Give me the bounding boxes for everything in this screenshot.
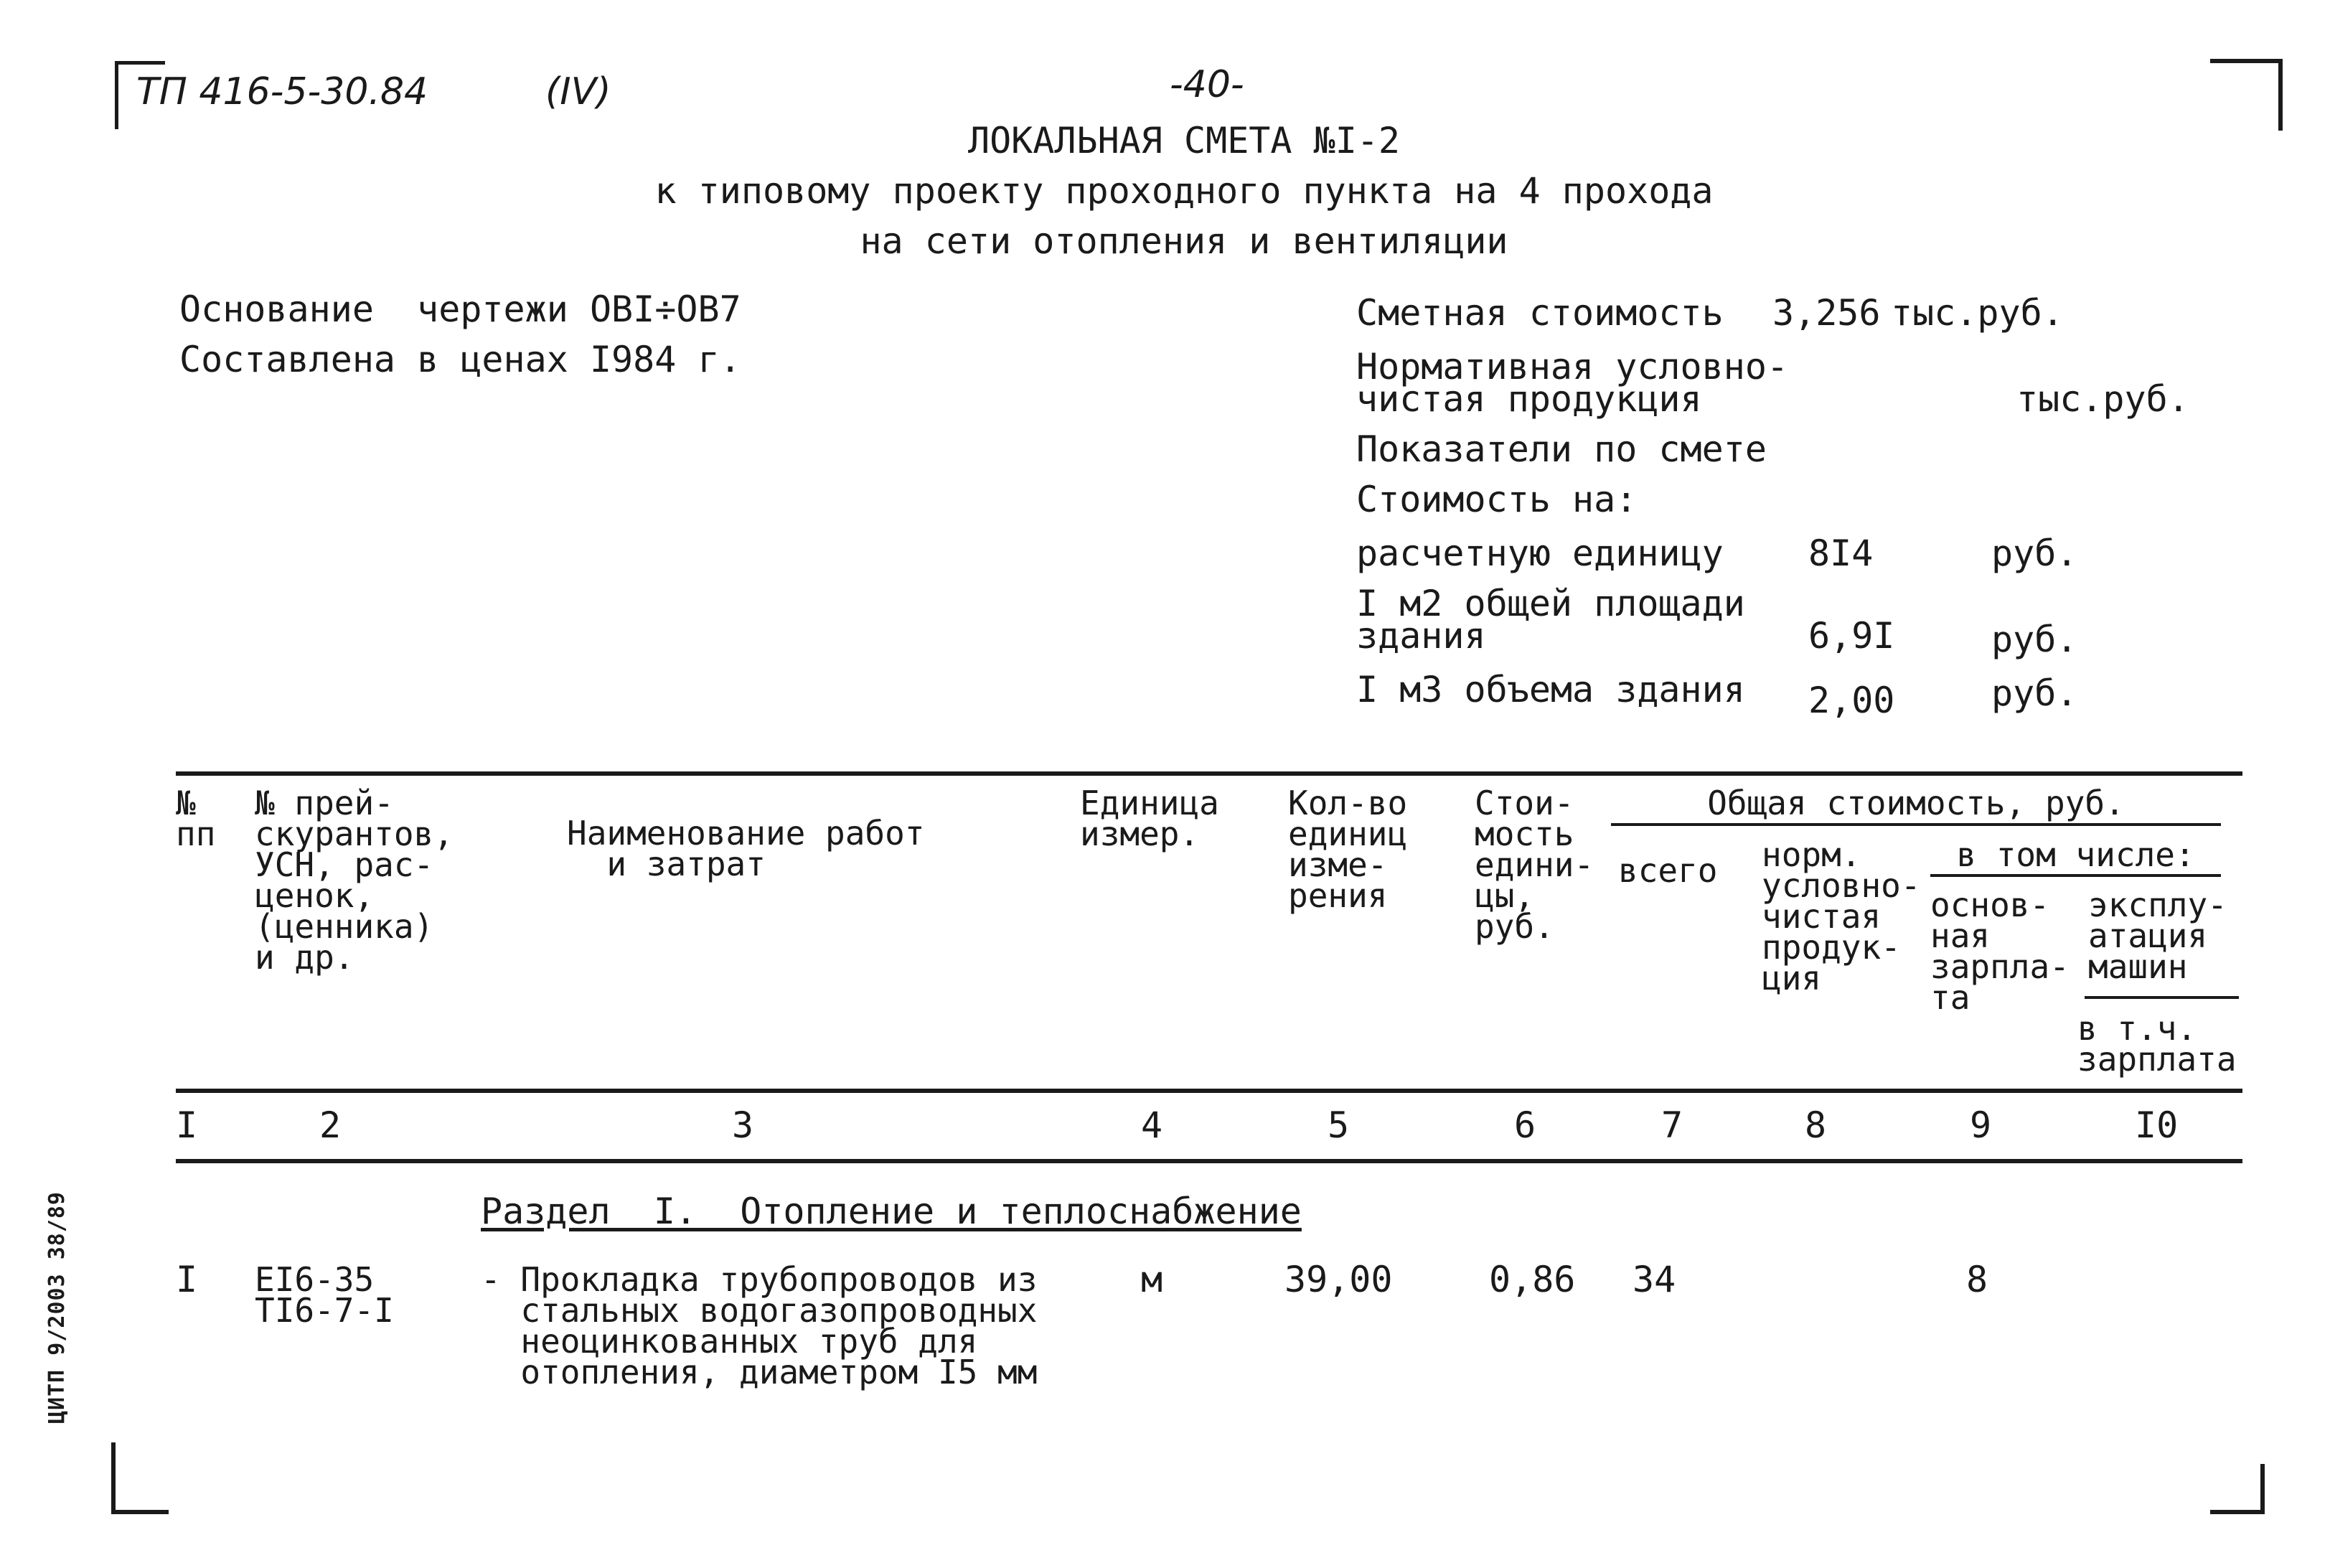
corner-top-right-h xyxy=(2210,59,2282,63)
m2-label-2: здания xyxy=(1356,615,1486,657)
row-unit: м xyxy=(1141,1259,1163,1300)
header-col-3: Наименование работ и затрат xyxy=(567,814,925,883)
unit-value: 8I4 xyxy=(1808,532,1874,574)
corner-bottom-right-v xyxy=(2260,1464,2265,1514)
header-col-6: Стои- мость едини- цы, руб. xyxy=(1475,784,1594,946)
corner-top-left-v xyxy=(115,61,118,129)
m3-label: I м3 объема здания xyxy=(1356,669,1745,710)
doc-code: ТП 416-5-30.84 xyxy=(136,70,428,113)
total-group-rule xyxy=(1611,823,2221,826)
cost-label: Сметная стоимость xyxy=(1356,292,1724,334)
colnum-2: 2 xyxy=(319,1104,342,1146)
m3-value: 2,00 xyxy=(1808,680,1895,721)
basis-drawings: Основание чертежи ОВI÷ОВ7 xyxy=(179,288,741,330)
colnum-9: 9 xyxy=(1970,1104,1992,1146)
header-total-group: Общая стоимость, руб. xyxy=(1707,784,2125,822)
album-number: (IV) xyxy=(545,70,611,113)
header-col-10-sub: в т.ч. зарплата xyxy=(2077,1009,2237,1079)
corner-bottom-left-h xyxy=(111,1510,169,1514)
document-subtitle-2: на сети отопления и вентиляции xyxy=(860,220,1508,262)
incl-group-rule xyxy=(1930,874,2221,877)
cost-per-label: Стоимость на: xyxy=(1356,479,1638,520)
corner-top-left-h xyxy=(115,61,165,65)
table-header-bottom-rule xyxy=(176,1089,2242,1093)
colnum-8: 8 xyxy=(1805,1104,1827,1146)
colnum-4: 4 xyxy=(1141,1104,1163,1146)
cost-unit: тыс.руб. xyxy=(1891,292,2064,334)
colnum-6: 6 xyxy=(1514,1104,1536,1146)
row-code: ЕI6-35 ТI6-7-I xyxy=(255,1260,394,1330)
unit-label: расчетную единицу xyxy=(1356,532,1724,574)
section-title: Раздел I. Отопление и теплоснабжение xyxy=(481,1191,1302,1232)
header-col-2: № прей- скурантов, УСН, рас- ценок, (ценника) и др. xyxy=(255,784,454,977)
m2-unit: руб. xyxy=(1991,619,2078,660)
column-numbers-bottom-rule xyxy=(176,1159,2242,1163)
unit-unit: руб. xyxy=(1991,532,2078,574)
row-salary: 8 xyxy=(1966,1259,1988,1300)
header-incl-group: в том числе: xyxy=(1956,835,2195,874)
norm-label-1: Нормативная условно- xyxy=(1356,346,1789,388)
header-col-1: № пп xyxy=(176,784,216,853)
norm-unit: тыс.руб. xyxy=(2016,378,2189,420)
indicators-label: Показатели по смете xyxy=(1356,428,1767,470)
norm-label-2: чистая продукция xyxy=(1356,378,1702,420)
page-number: -40- xyxy=(1170,63,1244,106)
corner-bottom-left-v xyxy=(111,1442,116,1514)
corner-top-right-v xyxy=(2278,59,2283,131)
colnum-3: 3 xyxy=(732,1104,754,1146)
m3-unit: руб. xyxy=(1991,672,2078,714)
m2-value: 6,9I xyxy=(1808,615,1895,657)
document-subtitle-1: к типовому проекту проходного пункта на 4 прохода xyxy=(654,170,1714,212)
colnum-7: 7 xyxy=(1661,1104,1683,1146)
row-total: 34 xyxy=(1633,1259,1676,1300)
row-num: I xyxy=(176,1259,198,1300)
header-col-5: Кол-во единиц изме- рения xyxy=(1288,784,1408,915)
header-col-4: Единица измер. xyxy=(1080,784,1219,853)
machines-rule xyxy=(2085,996,2239,999)
colnum-1: I xyxy=(176,1104,198,1146)
header-col-10: эксплу- атация xyxy=(2088,886,2227,955)
colnum-10: I0 xyxy=(2135,1104,2179,1146)
row-price: 0,86 xyxy=(1489,1259,1576,1300)
header-col-9: основ- ная зарпла- та xyxy=(1930,886,2070,1017)
cost-value: 3,256 xyxy=(1772,292,1881,334)
colnum-5: 5 xyxy=(1328,1104,1350,1146)
corner-bottom-right-h xyxy=(2210,1510,2265,1514)
basis-prices: Составлена в ценах I984 г. xyxy=(179,339,741,380)
margin-stamp: ЦИТП 9/2003 38/89 xyxy=(44,1191,70,1424)
document-title: ЛОКАЛЬНАЯ СМЕТА №I-2 xyxy=(967,120,1401,161)
row-name: - Прокладка трубопроводов из стальных водогазопроводных неоцинкованных труб для отопления, диаметром I5 мм xyxy=(481,1260,1038,1391)
table-top-rule xyxy=(176,771,2242,776)
m2-label-1: I м2 общей площади xyxy=(1356,583,1745,624)
row-qty: 39,00 xyxy=(1284,1259,1393,1300)
header-col-10-machines: машин xyxy=(2088,947,2188,986)
header-col-8: норм. условно- чистая продук- ция xyxy=(1762,835,1921,997)
header-col-7: всего xyxy=(1618,851,1718,890)
